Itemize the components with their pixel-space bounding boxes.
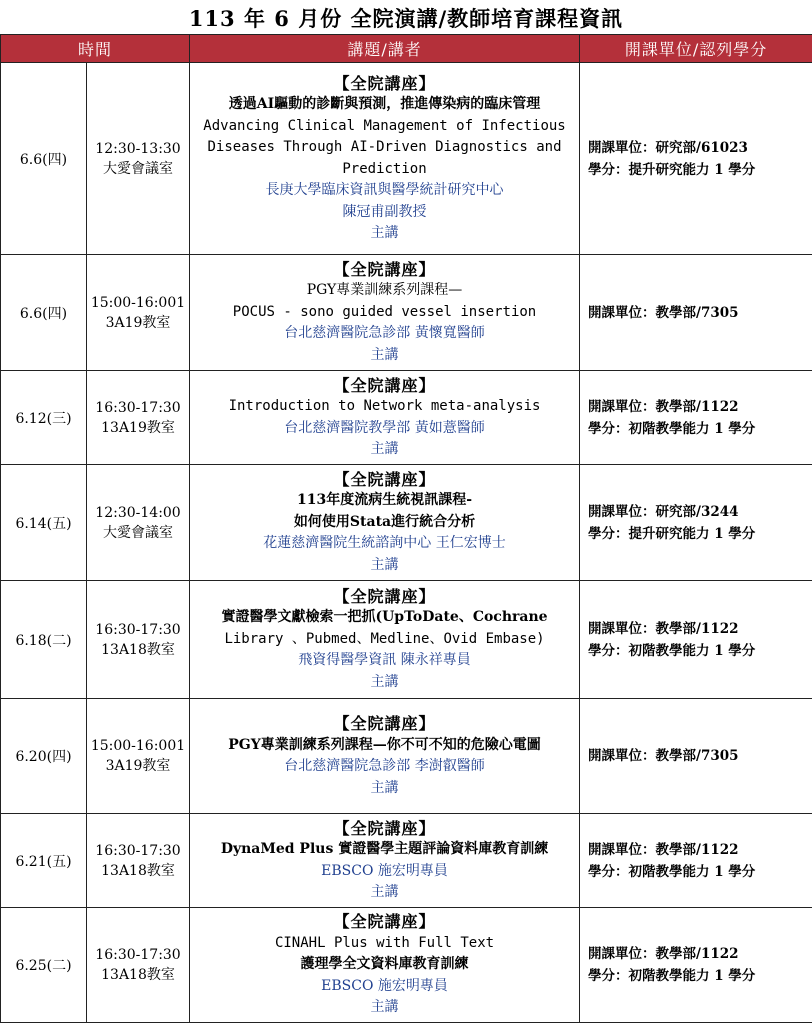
speaker-line: 台北慈濟醫院急診部 黃懷寬醫師 — [284, 325, 485, 342]
unit-line: 開課單位：教學部/1122 — [588, 841, 739, 858]
topic-cell — [190, 581, 580, 699]
time-cell — [87, 699, 190, 814]
topic-line: Diseases Through AI-Driven Diagnostics and — [207, 139, 562, 155]
header-time: 時間 — [1, 35, 190, 63]
speaker-line: EBSCO 施宏明專員 — [321, 977, 448, 994]
room: 3A19教室 — [105, 758, 171, 774]
host-label: 主講 — [370, 999, 399, 1016]
credit-line: 學分：提升研究能力 1 學分 — [588, 161, 756, 178]
room: 13A19教室 — [101, 419, 175, 436]
time-range: 12:30-14:00 — [95, 504, 181, 521]
table-row — [1, 371, 812, 465]
unit-cell — [580, 814, 812, 908]
table-row — [1, 581, 812, 699]
topic-line: Prediction — [342, 160, 427, 177]
topic-cell — [190, 63, 580, 255]
table-row — [1, 255, 812, 371]
host-label: 主講 — [370, 673, 399, 690]
lecture-tag: 【全院講座】 — [333, 818, 436, 838]
date-cell: 6.14(五) — [1, 465, 87, 581]
topic-line: PGY專業訓練系列課程—你不可不知的危險心電圖 — [228, 736, 541, 753]
time-cell — [87, 255, 190, 371]
speaker-line: 台北慈濟醫院教學部 黃如薏醫師 — [284, 419, 485, 436]
unit-cell — [580, 255, 812, 371]
lecture-tag: 【全院講座】 — [333, 714, 436, 733]
date-cell: 6.25(二) — [1, 908, 87, 1023]
topic-line: Library 、Pubmed、Medline、Ovid Embase) — [224, 630, 545, 647]
host-label: 主講 — [370, 556, 399, 573]
speaker-line: 台北慈濟醫院急診部 李澍叡醫師 — [284, 758, 485, 774]
unit-line: 開課單位：教學部/1122 — [588, 398, 739, 415]
topic-cell — [190, 465, 580, 581]
schedule-table — [0, 34, 812, 1023]
topic-cell — [190, 371, 580, 465]
room: 大愛會議室 — [103, 160, 173, 177]
topic-line: DynaMed Plus 實證醫學主題評論資料庫教育訓練 — [220, 841, 549, 857]
table-row — [1, 814, 812, 908]
topic-line: Advancing Clinical Management of Infectious — [203, 117, 566, 134]
speaker-line: 花蓮慈濟醫院生統諮詢中心 王仁宏博士 — [263, 535, 506, 552]
topic-line: PGY專業訓練系列課程— — [306, 282, 463, 299]
time-range: 15:00-16:001 — [90, 738, 186, 754]
unit-cell — [580, 63, 812, 255]
speaker-line: 飛資得醫學資訊 陳永祥專員 — [298, 652, 471, 669]
host-label: 主講 — [370, 884, 399, 900]
lecture-tag: 【全院講座】 — [333, 73, 436, 93]
time-range: 16:30-17:30 — [95, 842, 181, 859]
date-cell: 6.6(四) — [1, 63, 87, 255]
topic-line: 如何使用Stata進行統合分析 — [293, 513, 476, 530]
lecture-tag: 【全院講座】 — [333, 259, 436, 279]
unit-line: 開課單位：教學部/1122 — [588, 620, 739, 637]
unit-cell — [580, 581, 812, 699]
lecture-tag: 【全院講座】 — [333, 469, 436, 489]
unit-line: 開課單位：研究部/3244 — [588, 503, 739, 520]
topic-line: 113年度流病生統視訊課程- — [296, 492, 473, 509]
speaker-line: 陳冠甫副教授 — [342, 203, 427, 220]
time-range: 15:00-16:001 — [90, 294, 186, 311]
unit-cell — [580, 465, 812, 581]
time-range: 16:30-17:30 — [95, 947, 181, 963]
header-unit: 開課單位/認列學分 — [580, 35, 812, 63]
room: 13A18教室 — [101, 862, 175, 879]
topic-cell — [190, 814, 580, 908]
date-cell: 6.18(二) — [1, 581, 87, 699]
table-header-row — [1, 35, 812, 63]
room: 13A18教室 — [101, 967, 175, 983]
date-cell: 6.12(三) — [1, 371, 87, 465]
host-label: 主講 — [370, 346, 399, 363]
page-title: 113 年 6 月份 全院演講/教師培育課程資訊 — [188, 6, 624, 31]
table-row — [1, 908, 812, 1023]
time-cell — [87, 908, 190, 1023]
topic-line: POCUS - sono guided vessel insertion — [232, 303, 537, 320]
lecture-tag: 【全院講座】 — [333, 375, 436, 395]
unit-line: 開課單位：教學部/7305 — [588, 304, 739, 321]
time-cell — [87, 581, 190, 699]
time-cell — [87, 371, 190, 465]
credit-line: 學分：提升研究能力 1 學分 — [588, 525, 756, 542]
time-cell — [87, 814, 190, 908]
header-topic: 講題/講者 — [190, 35, 580, 63]
date-cell: 6.6(四) — [1, 255, 87, 371]
time-cell — [87, 63, 190, 255]
speaker-line: EBSCO 施宏明專員 — [321, 862, 448, 879]
host-label: 主講 — [370, 779, 399, 796]
room: 13A18教室 — [101, 641, 175, 658]
time-range: 12:30-13:30 — [95, 140, 181, 157]
time-range: 16:30-17:30 — [95, 621, 181, 638]
host-label: 主講 — [370, 441, 399, 457]
host-label: 主講 — [370, 225, 399, 241]
topic-line: CINAHL Plus with Full Text — [274, 934, 495, 951]
unit-line: 開課單位：研究部/61023 — [588, 139, 748, 156]
speaker-line: 長庚大學臨床資訊與醫學統計研究中心 — [265, 182, 504, 198]
credit-line: 學分：初階教學能力 1 學分 — [588, 420, 756, 437]
topic-cell — [190, 908, 580, 1023]
unit-cell — [580, 908, 812, 1023]
unit-line: 開課單位：教學部/7305 — [588, 748, 739, 764]
topic-line: 實證醫學文獻檢索一把抓(UpToDate、Cochrane — [221, 609, 548, 626]
unit-cell — [580, 699, 812, 814]
unit-cell — [580, 371, 812, 465]
unit-line: 開課單位：教學部/1122 — [588, 946, 739, 962]
topic-line: 透過AI驅動的診斷與預測，推進傳染病的臨床管理 — [228, 96, 541, 112]
topic-line: Introduction to Network meta-analysis — [228, 398, 541, 414]
time-cell — [87, 465, 190, 581]
topic-line: 護理學全文資料庫教育訓練 — [300, 956, 469, 973]
credit-line: 學分：初階教學能力 1 學分 — [588, 968, 756, 984]
room: 3A19教室 — [105, 314, 171, 331]
date-cell: 6.21(五) — [1, 814, 87, 908]
lecture-tag: 【全院講座】 — [333, 586, 436, 606]
table-row — [1, 699, 812, 814]
table-row — [1, 63, 812, 255]
credit-line: 學分：初階教學能力 1 學分 — [588, 863, 756, 880]
topic-cell — [190, 699, 580, 814]
room: 大愛會議室 — [103, 524, 173, 541]
time-range: 16:30-17:30 — [95, 399, 181, 416]
table-row — [1, 465, 812, 581]
credit-line: 學分：初階教學能力 1 學分 — [588, 642, 756, 659]
topic-cell — [190, 255, 580, 371]
lecture-tag: 【全院講座】 — [333, 912, 436, 932]
date-cell: 6.20(四) — [1, 699, 87, 814]
